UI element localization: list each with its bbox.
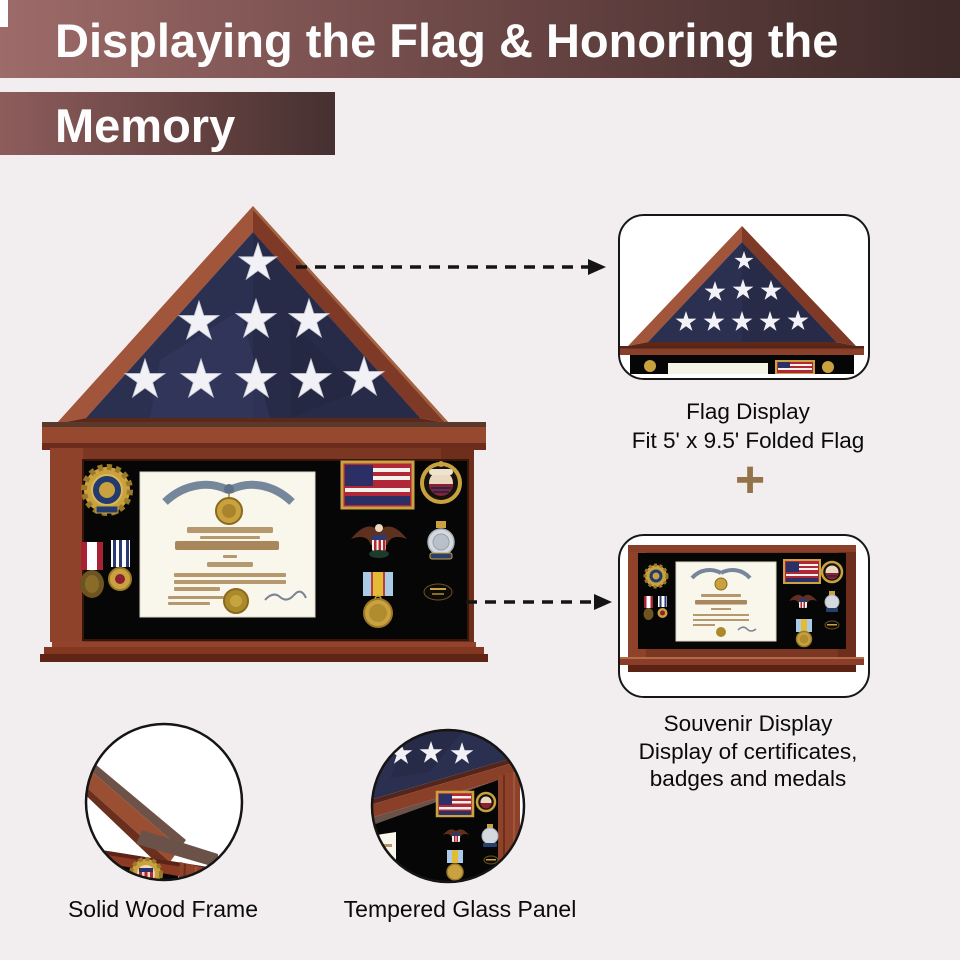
gold-sunburst-badge — [84, 467, 130, 513]
mini-flag-patch — [437, 792, 473, 816]
dashed-arrow-icon — [296, 258, 608, 276]
flag-display-caption — [608, 397, 888, 455]
corner-notch — [0, 0, 8, 27]
souvenir-display-card — [618, 534, 870, 698]
medal-red-white — [80, 542, 104, 598]
crest-badge — [422, 461, 460, 502]
flag-display-thumbnail — [620, 216, 864, 374]
souvenir-display-line1: Display of certificates, — [638, 738, 858, 764]
flag-display-subtitle: Fit 5' x 9.5' Folded Flag — [631, 428, 865, 453]
plus-icon: + — [734, 451, 766, 509]
us-flag-patch — [342, 462, 413, 508]
mini-flag-patch — [776, 361, 814, 374]
dashed-arrow-icon — [466, 593, 614, 611]
mini-flag-patch — [784, 560, 820, 583]
glass-panel-label: Tempered Glass Panel — [343, 896, 577, 922]
souvenir-display-caption — [598, 710, 898, 793]
patch-stripes-detail — [84, 870, 116, 882]
wood-frame-label: Solid Wood Frame — [67, 896, 259, 922]
certificate — [140, 472, 315, 617]
flag-display-title: Flag Display — [686, 399, 810, 424]
page-title-line2: Memory — [55, 99, 236, 152]
wood-frame-detail-photo — [84, 722, 244, 882]
souvenir-display-line2: badges and medals — [649, 766, 847, 791]
army-emblem — [424, 584, 452, 600]
page-title-line1: Displaying the Flag & Honoring the — [55, 14, 839, 67]
flag-display-card — [618, 214, 870, 380]
souvenir-display-title: Souvenir Display — [663, 711, 833, 736]
medal-blue-white — [109, 540, 131, 590]
glass-panel-detail-photo — [370, 728, 526, 884]
souvenir-display-thumbnail — [620, 536, 864, 692]
